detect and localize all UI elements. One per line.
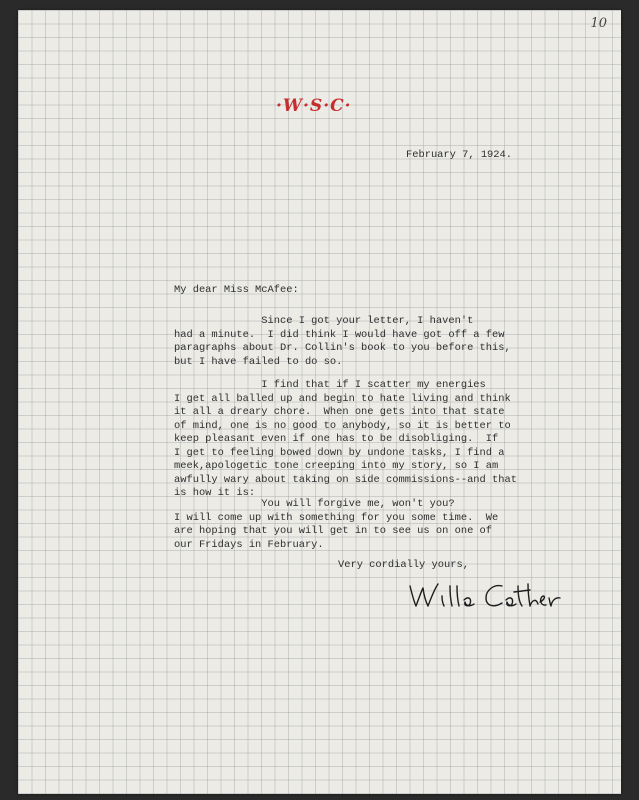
paragraph-1: Since I got your letter, I haven't had a minute. I did think I would have got off a few paragraphs about Dr. Collin's book to you before this, but I have failed to do so. [174, 315, 511, 368]
paragraph-2: I find that if I scatter my energies I get all balled up and begin to hate living and think it all a dreary chore. When one gets into that state of mind, one is no good to anybody, so it is better to keep pleasant even if one has to be disobliging. If I get to feeling bowed down by undone tasks, I find a meek,apologetic tone creeping into my story, so I am awfully wary about taking on side commissions--and that is how it is: [174, 379, 517, 499]
paragraph-3: You will forgive me, won't you? I will come up with something for you some time. We are hoping that you will get in to see us on one of our Fridays in February. [174, 498, 499, 551]
salutation: My dear Miss McAfee: [174, 284, 299, 296]
letterhead-monogram: ·W·S·C· [276, 96, 352, 116]
letter-date: February 7, 1924. [406, 149, 513, 161]
page-number: 10 [590, 16, 607, 31]
handwritten-signature [406, 576, 566, 616]
closing: Very cordially yours, [338, 559, 469, 571]
letter-page [18, 10, 621, 794]
